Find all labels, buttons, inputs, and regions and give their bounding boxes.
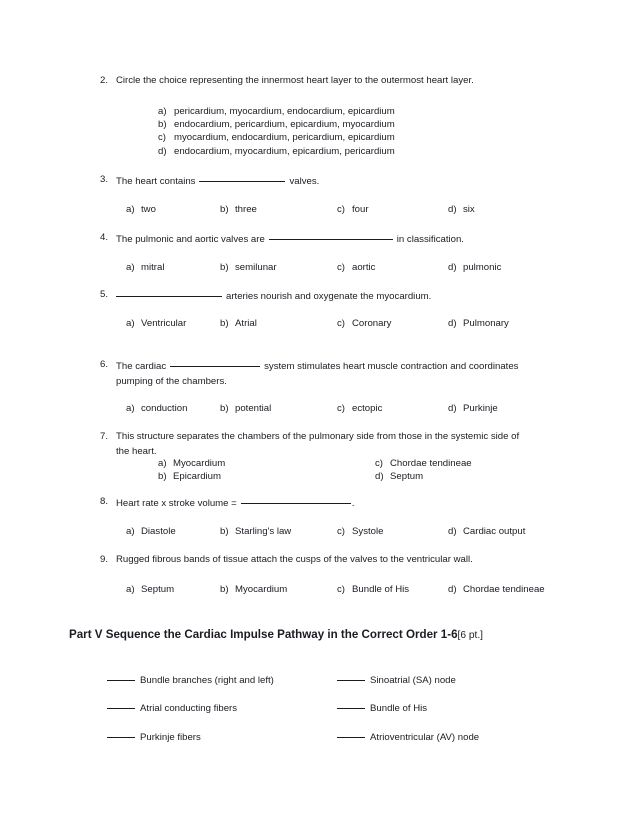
question-2-option-d[interactable] (158, 145, 395, 158)
question-4-option-c-text: aortic (352, 262, 376, 273)
question-5-stem-after: arteries nourish and oxygenate the myocardium. (226, 291, 432, 302)
question-3-blank[interactable] (199, 171, 285, 182)
sequence-blank-left-2[interactable] (107, 699, 135, 709)
question-2-option-c-label: c) (158, 132, 166, 144)
sequence-item-right-2[interactable] (337, 701, 427, 714)
question-8-option-d-text: Cardiac output (463, 526, 526, 537)
question-4-option-d-text: pulmonic (463, 262, 502, 273)
question-3-option-c[interactable] (337, 203, 369, 217)
question-9-option-d-label: d) (448, 584, 457, 595)
question-7-stem (116, 430, 608, 459)
sequence-label-right-1: Sinoatrial (SA) node (370, 675, 456, 686)
question-3-option-a[interactable] (126, 203, 156, 217)
question-8-option-c[interactable] (337, 525, 383, 539)
question-6-option-b[interactable] (220, 402, 271, 416)
sequence-label-left-2: Atrial conducting fibers (140, 703, 238, 714)
question-2-option-c-text: myocardium, endocardium, pericardium, epicardium (174, 132, 395, 144)
question-2-option-a-label: a) (158, 106, 167, 117)
question-4-option-b[interactable] (220, 261, 277, 275)
question-2-options (158, 105, 395, 158)
question-3-stem-after: valves. (289, 176, 320, 187)
question-7-option-a-label: a) (158, 458, 167, 469)
question-4-option-a[interactable] (126, 261, 164, 275)
question-8-option-b-text: Starling's law (235, 526, 292, 537)
question-5-option-c[interactable] (337, 317, 391, 331)
question-3-option-c-label: c) (337, 204, 345, 215)
sequence-label-right-3: Atrioventricular (AV) node (370, 732, 480, 743)
question-6-option-a-text: conduction (141, 403, 188, 414)
sequence-item-right-1[interactable] (337, 673, 456, 686)
question-7-option-c-label: c) (375, 458, 383, 469)
question-9-option-c-text: Bundle of His (352, 584, 410, 595)
question-9-number: 9. (99, 554, 108, 565)
question-2-option-d-label: d) (158, 145, 167, 157)
question-5-option-b[interactable] (220, 317, 257, 331)
question-8-blank[interactable] (241, 493, 351, 504)
question-5-option-a-label: a) (126, 318, 135, 329)
question-6-stem (116, 358, 608, 389)
question-6-stem-line2: pumping of the chambers. (116, 375, 227, 387)
question-2-stem: Circle the choice representing the innermost heart layer to the outermost heart layer. (116, 75, 474, 86)
question-9-option-b[interactable] (220, 583, 287, 597)
question-8-number: 8. (99, 496, 108, 507)
sequence-blank-right-1[interactable] (337, 671, 365, 681)
question-5-option-b-label: b) (220, 318, 229, 329)
question-6-stem-after: system stimulates heart muscle contraction and coordinates (264, 361, 519, 372)
sequence-blank-right-2[interactable] (337, 699, 365, 709)
question-4-option-b-label: b) (220, 262, 229, 273)
question-3-number: 3. (99, 174, 108, 185)
part-v-heading (69, 628, 483, 641)
question-8 (88, 495, 608, 512)
question-6-option-a-label: a) (126, 403, 135, 414)
question-7-option-d[interactable] (375, 470, 423, 484)
question-2 (88, 74, 588, 89)
question-3-stem-before: The heart contains (116, 176, 196, 187)
question-2-option-a-text: pericardium, myocardium, endocardium, epicardium (174, 106, 395, 117)
question-9-option-a-text: Septum (141, 584, 175, 595)
sequence-label-right-2: Bundle of His (370, 703, 428, 714)
question-9-stem: Rugged fibrous bands of tissue attach the cusps of the valves to the ventricular wall. (116, 554, 473, 565)
question-4 (88, 231, 608, 248)
question-4-option-a-text: mitral (141, 262, 165, 273)
question-7-option-a[interactable] (158, 457, 225, 471)
question-6-option-d[interactable] (448, 402, 498, 416)
question-7 (88, 430, 608, 459)
question-2-option-c[interactable] (158, 131, 395, 144)
question-7-stem-line1: This structure separates the chambers of the pulmonary side from those in the systemic side of (116, 431, 520, 442)
question-8-option-c-text: Systole (352, 526, 384, 537)
question-4-stem-before: The pulmonic and aortic valves are (116, 234, 265, 245)
question-6-option-c[interactable] (337, 402, 382, 416)
question-8-option-d-label: d) (448, 526, 457, 537)
question-9-option-d[interactable] (448, 583, 545, 597)
question-4-option-d-label: d) (448, 262, 457, 273)
question-3-option-d[interactable] (448, 203, 475, 217)
question-4-blank[interactable] (269, 229, 393, 240)
question-8-option-a[interactable] (126, 525, 176, 539)
question-6-option-c-label: c) (337, 403, 345, 414)
question-5-option-d-label: d) (448, 318, 457, 329)
question-3-option-b-label: b) (220, 204, 229, 215)
question-2-option-b-text: endocardium, pericardium, epicardium, myocardium (174, 119, 395, 131)
question-6-option-d-text: Purkinje (463, 403, 498, 414)
question-8-option-b[interactable] (220, 525, 291, 539)
question-2-option-a[interactable] (158, 105, 395, 118)
question-5-option-a[interactable] (126, 317, 186, 331)
sequence-label-left-3: Purkinje fibers (140, 732, 201, 743)
question-6-option-c-text: ectopic (352, 403, 383, 414)
question-4-stem (116, 231, 608, 248)
question-7-option-c-text: Chordae tendineae (390, 458, 472, 469)
question-5-option-d[interactable] (448, 317, 509, 331)
question-4-option-b-text: semilunar (235, 262, 277, 273)
question-5 (88, 288, 608, 305)
question-7-number: 7. (99, 431, 108, 442)
sequence-item-right-3[interactable] (337, 730, 479, 743)
question-5-stem (116, 288, 608, 305)
question-5-blank[interactable] (116, 286, 222, 297)
question-8-option-a-text: Diastole (141, 526, 176, 537)
question-4-stem-after: in classification. (396, 234, 464, 245)
question-7-option-d-text: Septum (390, 471, 424, 482)
question-3-option-b[interactable] (220, 203, 257, 217)
question-6-option-a[interactable] (126, 402, 187, 416)
question-6-option-b-text: potential (235, 403, 272, 414)
question-7-option-d-label: d) (375, 471, 384, 482)
question-9-option-b-label: b) (220, 584, 229, 595)
question-6-blank[interactable] (170, 356, 260, 367)
question-9-option-a-label: a) (126, 584, 135, 595)
question-3-option-c-text: four (352, 204, 369, 215)
question-3-option-b-text: three (235, 204, 257, 215)
question-2-number: 2. (99, 75, 108, 86)
question-8-option-b-label: b) (220, 526, 229, 537)
question-5-option-a-text: Ventricular (141, 318, 187, 329)
question-3-option-d-text: six (463, 204, 475, 215)
question-5-option-c-label: c) (337, 318, 345, 329)
sequence-item-left-2[interactable] (107, 701, 237, 714)
sequence-blank-left-1[interactable] (107, 671, 135, 681)
question-3 (88, 173, 588, 190)
question-7-option-b[interactable] (158, 470, 221, 484)
question-6 (88, 358, 608, 389)
sequence-blank-right-3[interactable] (337, 728, 365, 738)
question-6-stem-before: The cardiac (116, 361, 167, 372)
question-4-option-c[interactable] (337, 261, 375, 275)
question-3-option-a-label: a) (126, 204, 135, 215)
question-2-option-d-text: endocardium, myocardium, epicardium, pericardium (174, 145, 395, 157)
question-6-number: 6. (99, 359, 108, 370)
sequence-item-left-1[interactable] (107, 673, 274, 686)
question-9-option-a[interactable] (126, 583, 174, 597)
question-2-option-b[interactable] (158, 118, 395, 131)
question-3-option-d-label: d) (448, 204, 457, 215)
question-4-option-d[interactable] (448, 261, 501, 275)
question-4-number: 4. (99, 232, 108, 243)
question-7-option-b-text: Epicardium (173, 471, 221, 482)
question-5-option-d-text: Pulmonary (463, 318, 509, 329)
part-v-points: [6 pt.] (457, 630, 483, 641)
question-7-stem-line2: the heart. (116, 445, 157, 457)
question-8-stem (116, 495, 608, 512)
question-8-stem-after: . (351, 498, 355, 509)
question-9-option-c-label: c) (337, 584, 345, 595)
question-3-stem (116, 173, 588, 190)
question-3-option-a-text: two (141, 204, 156, 215)
question-9 (88, 553, 608, 568)
part-v-heading-text: Part V Sequence the Cardiac Impulse Pathway in the Correct Order 1-6 (69, 628, 458, 641)
question-9-option-d-text: Chordae tendineae (463, 584, 545, 595)
question-7-option-a-text: Myocardium (173, 458, 226, 469)
sequence-item-left-3[interactable] (107, 730, 201, 743)
question-5-option-c-text: Coronary (352, 318, 392, 329)
sequence-label-left-1: Bundle branches (right and left) (140, 675, 274, 686)
question-8-option-a-label: a) (126, 526, 135, 537)
question-4-option-c-label: c) (337, 262, 345, 273)
sequence-blank-left-3[interactable] (107, 728, 135, 738)
question-8-stem-before: Heart rate x stroke volume = (116, 498, 237, 509)
question-4-option-a-label: a) (126, 262, 135, 273)
question-9-option-c[interactable] (337, 583, 409, 597)
question-8-option-d[interactable] (448, 525, 525, 539)
question-9-option-b-text: Myocardium (235, 584, 288, 595)
question-5-number: 5. (99, 289, 108, 300)
question-6-option-d-label: d) (448, 403, 457, 414)
question-5-option-b-text: Atrial (235, 318, 257, 329)
question-8-option-c-label: c) (337, 526, 345, 537)
question-2-option-b-label: b) (158, 119, 167, 131)
question-7-option-b-label: b) (158, 471, 167, 482)
question-7-option-c[interactable] (375, 457, 472, 471)
question-6-option-b-label: b) (220, 403, 229, 414)
